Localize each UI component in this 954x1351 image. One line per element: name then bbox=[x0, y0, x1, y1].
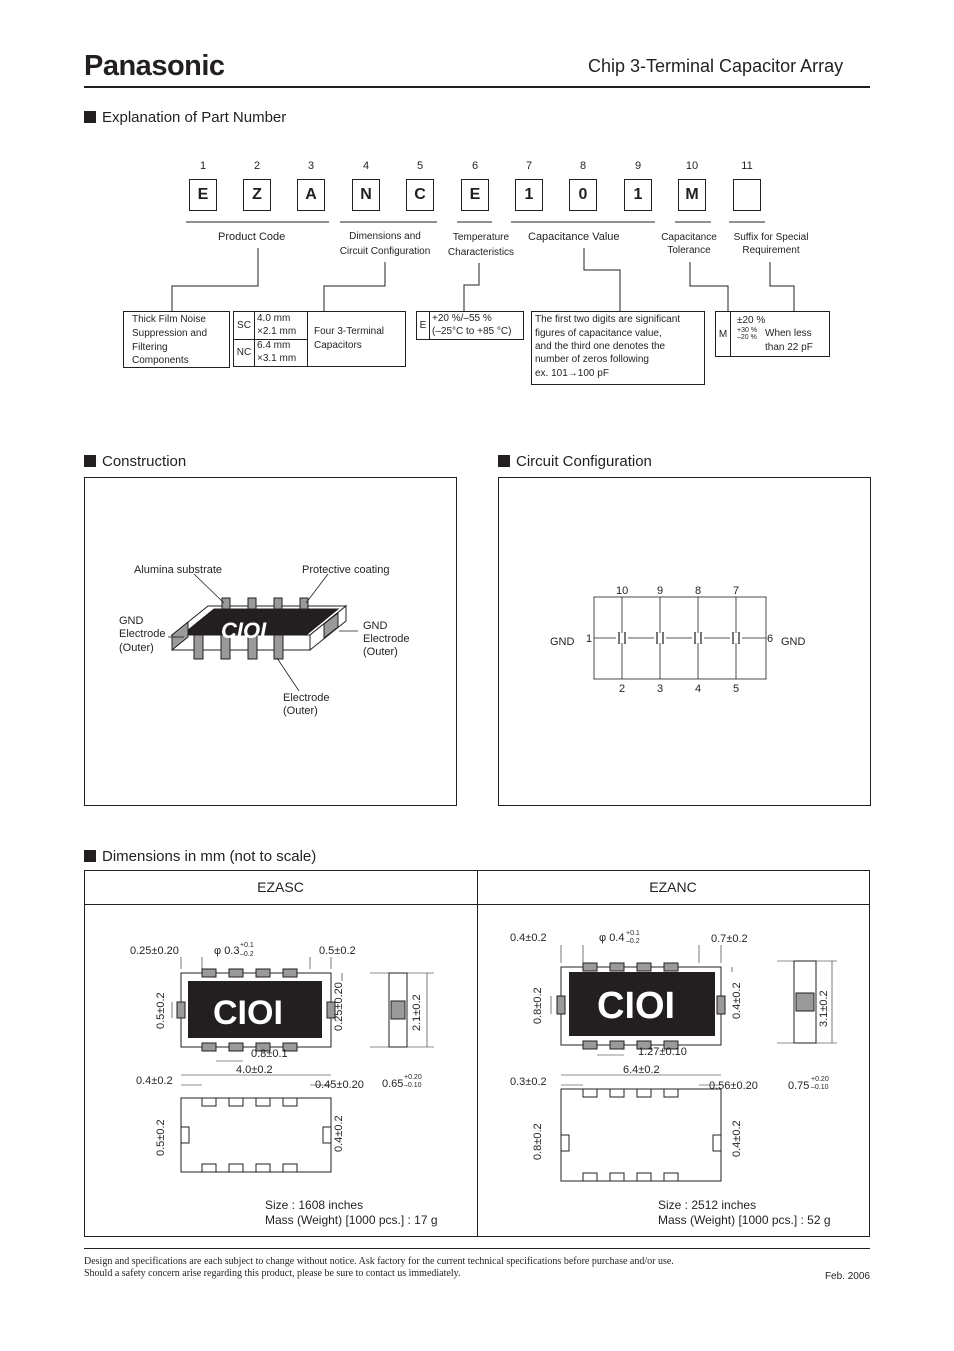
ezasc-dim-tr: 0.5±0.2 bbox=[319, 945, 356, 957]
part-number-char-10: M bbox=[678, 179, 706, 211]
bullet-square-icon bbox=[84, 455, 96, 467]
group-suffix: Suffix for Special Requirement bbox=[733, 232, 809, 256]
label-gnd-right-1: GND bbox=[363, 620, 388, 632]
part-number-section-title: Explanation of Part Number bbox=[84, 109, 286, 126]
footer-date: Feb. 2006 bbox=[824, 1271, 870, 1282]
dims-config-box bbox=[233, 311, 406, 367]
construction-diagram bbox=[84, 477, 456, 805]
footer-disclaimer: Design and specifications are each subject to change without notice. Ask factory for the current technical specifications before purchase and/or use. Should a safety concern arise regarding this product, please be sure to contact us immediately. bbox=[84, 1256, 674, 1279]
ezanc-mass: Mass (Weight) [1000 pcs.] : 52 g bbox=[658, 1213, 831, 1227]
ezanc-dim-tr: 0.7±0.2 bbox=[711, 933, 748, 945]
gnd-right-label: GND bbox=[781, 636, 806, 648]
ezanc-drawing bbox=[477, 905, 869, 1235]
pin-bottom-4: 4 bbox=[695, 683, 702, 695]
ezanc-dim-t: 0.75 bbox=[788, 1080, 810, 1092]
part-number-char-9: 1 bbox=[624, 179, 652, 211]
label-alumina: Alumina substrate bbox=[134, 564, 223, 576]
temp-box bbox=[416, 311, 524, 340]
part-number-position-11: 11 bbox=[741, 160, 753, 172]
pin-right-6: 6 bbox=[767, 633, 774, 645]
part-number-position-6: 6 bbox=[471, 160, 479, 172]
group-dims-config: Dimensions and Circuit Configuration bbox=[339, 231, 431, 257]
ezanc-dim-phi-sup: +0.1 bbox=[626, 930, 640, 937]
pin-top-10: 10 bbox=[616, 585, 629, 597]
ezasc-dim-left-v: 0.5±0.2 bbox=[155, 992, 167, 1029]
ezanc-dim-phi: φ 0.4 bbox=[599, 932, 625, 944]
ezasc-dim-len: 4.0±0.2 bbox=[236, 1064, 273, 1076]
pin-top-8: 8 bbox=[695, 585, 702, 597]
ezanc-dim-br: 0.56±0.20 bbox=[709, 1080, 758, 1092]
ezasc-dim-side-h: 2.1±0.2 bbox=[411, 994, 423, 1031]
part-number-char-4: N bbox=[352, 179, 380, 211]
dims-nc-value: 6.4 mm ×3.1 mm bbox=[255, 339, 308, 366]
group-cap-value: Capacitance Value bbox=[528, 231, 620, 243]
label-electrode-1: Electrode bbox=[283, 692, 330, 704]
ezasc-dim-phi-sub: –0.2 bbox=[240, 951, 254, 958]
part-number-char-8: 0 bbox=[569, 179, 597, 211]
part-number-char-2: Z bbox=[243, 179, 271, 211]
ezasc-dim-t-sub: –0.10 bbox=[404, 1082, 422, 1089]
label-electrode-2: (Outer) bbox=[283, 705, 318, 717]
ezanc-dim-len: 6.4±0.2 bbox=[623, 1064, 660, 1076]
bullet-square-icon bbox=[498, 455, 510, 467]
pin-top-7: 7 bbox=[733, 585, 740, 597]
part-number-char-6: E bbox=[461, 179, 489, 211]
bullet-square-icon bbox=[84, 850, 96, 862]
ezasc-drawing bbox=[84, 905, 477, 1235]
pin-left-1: 1 bbox=[586, 633, 593, 645]
dims-code-nc: NC bbox=[234, 339, 255, 366]
part-number-position-8: 8 bbox=[579, 160, 587, 172]
ezanc-dim-left-v: 0.8±0.2 bbox=[532, 987, 544, 1024]
cap-value-box: The first two digits are significant figures of capacitance value, and the third one denotes the number of zeros following ex. 101→100 pF bbox=[531, 311, 705, 385]
ezasc-dim-b-left-v: 0.5±0.2 bbox=[155, 1119, 167, 1156]
document-title: Chip 3-Terminal Capacitor Array bbox=[588, 56, 844, 76]
part-number-position-10: 10 bbox=[685, 160, 699, 172]
product-code-box: Thick Film Noise Suppression and Filtering Components bbox=[123, 311, 230, 368]
ezanc-dim-pitch: 1.27±0.10 bbox=[638, 1046, 687, 1058]
ezasc-dim-right-v: 0.25±0.20 bbox=[333, 982, 345, 1031]
ezanc-title: EZANC bbox=[649, 879, 697, 895]
ezasc-dim-bl: 0.4±0.2 bbox=[136, 1075, 173, 1087]
ezanc-dim-side-h: 3.1±0.2 bbox=[818, 990, 830, 1027]
part-number-char-3: A bbox=[297, 179, 325, 211]
pin-bottom-5: 5 bbox=[733, 683, 740, 695]
ezanc-dim-bl: 0.3±0.2 bbox=[510, 1076, 547, 1088]
ezasc-dim-tl: 0.25±0.20 bbox=[130, 945, 179, 957]
part-number-position-2: 2 bbox=[253, 160, 261, 172]
part-number-char-1: E bbox=[189, 179, 217, 211]
part-number-position-5: 5 bbox=[416, 160, 424, 172]
tolerance-note-1: When less bbox=[765, 328, 812, 339]
ezanc-dim-b-right-v: 0.4±0.2 bbox=[731, 1120, 743, 1157]
group-temp: Temperature Characteristics bbox=[447, 232, 515, 258]
ezanc-dim-phi-sub: –0.2 bbox=[626, 938, 640, 945]
ezanc-dim-t-sup: +0.20 bbox=[811, 1076, 829, 1083]
ezanc-marking: CIOI bbox=[597, 985, 676, 1027]
ezasc-dim-phi: φ 0.3 bbox=[214, 945, 240, 957]
ezasc-dim-t: 0.65 bbox=[382, 1078, 404, 1090]
tolerance-box bbox=[715, 311, 830, 357]
ezanc-dim-right-v: 0.4±0.2 bbox=[731, 982, 743, 1019]
ezasc-dim-phi-sup: +0.1 bbox=[240, 942, 254, 949]
label-gnd-right-3: (Outer) bbox=[363, 646, 398, 658]
ezasc-dim-t-sup: +0.20 bbox=[404, 1074, 422, 1081]
label-gnd-left-3: (Outer) bbox=[119, 642, 154, 654]
group-product-code: Product Code bbox=[218, 231, 286, 243]
label-coating: Protective coating bbox=[302, 564, 390, 576]
dims-sc-value: 4.0 mm ×2.1 mm bbox=[255, 312, 308, 340]
footer-rule bbox=[84, 1248, 870, 1249]
tolerance-pm20: ±20 % bbox=[737, 315, 766, 326]
gnd-left-label: GND bbox=[550, 636, 575, 648]
label-gnd-left-1: GND bbox=[119, 615, 144, 627]
tolerance-note-2: than 22 pF bbox=[765, 342, 813, 353]
ezasc-marking: CIOI bbox=[213, 994, 283, 1032]
part-number-position-3: 3 bbox=[307, 160, 315, 172]
dims-config-desc: Four 3-Terminal Capacitors bbox=[314, 326, 385, 351]
label-gnd-left-2: Electrode bbox=[119, 628, 166, 640]
part-number-position-1: 1 bbox=[199, 160, 207, 172]
construction-marking: CIOI bbox=[221, 618, 267, 643]
temp-code: E bbox=[417, 312, 430, 339]
label-gnd-right-2: Electrode bbox=[363, 633, 410, 645]
part-number-position-4: 4 bbox=[362, 160, 370, 172]
pin-top-9: 9 bbox=[657, 585, 664, 597]
circuit-section-title: Circuit Configuration bbox=[498, 453, 652, 470]
ezanc-dim-tl: 0.4±0.2 bbox=[510, 932, 547, 944]
ezasc-dim-br: 0.45±0.20 bbox=[315, 1079, 364, 1091]
pin-bottom-3: 3 bbox=[657, 683, 664, 695]
part-number-position-7: 7 bbox=[525, 160, 533, 172]
construction-section-title: Construction bbox=[84, 453, 186, 470]
group-tolerance: Capacitance Tolerance bbox=[661, 232, 717, 256]
ezasc-title: EZASC bbox=[257, 879, 304, 895]
ezanc-size: Size : 2512 inches bbox=[658, 1198, 757, 1212]
ezasc-dim-pitch: 0.8±0.1 bbox=[251, 1048, 288, 1060]
brand-logo: Panasonic bbox=[84, 50, 225, 82]
dimensions-section-title: Dimensions in mm (not to scale) bbox=[84, 848, 316, 865]
ezasc-mass: Mass (Weight) [1000 pcs.] : 17 g bbox=[265, 1213, 438, 1227]
part-number-position-9: 9 bbox=[634, 160, 642, 172]
pin-bottom-2: 2 bbox=[619, 683, 626, 695]
ezasc-size: Size : 1608 inches bbox=[265, 1198, 364, 1212]
circuit-diagram bbox=[498, 477, 870, 805]
part-number-char-5: C bbox=[406, 179, 434, 211]
part-number-char-7: 1 bbox=[515, 179, 543, 211]
tolerance-asym: +30 % –20 % bbox=[737, 327, 758, 341]
dims-code-sc: SC bbox=[234, 312, 255, 340]
ezasc-dim-b-right-v: 0.4±0.2 bbox=[333, 1115, 345, 1152]
temp-desc: +20 %/–55 % (–25°C to +85 °C) bbox=[432, 313, 512, 337]
tolerance-code: M bbox=[716, 312, 731, 356]
ezanc-dim-b-left-v: 0.8±0.2 bbox=[532, 1123, 544, 1160]
ezanc-dim-t-sub: –0.10 bbox=[811, 1084, 829, 1091]
